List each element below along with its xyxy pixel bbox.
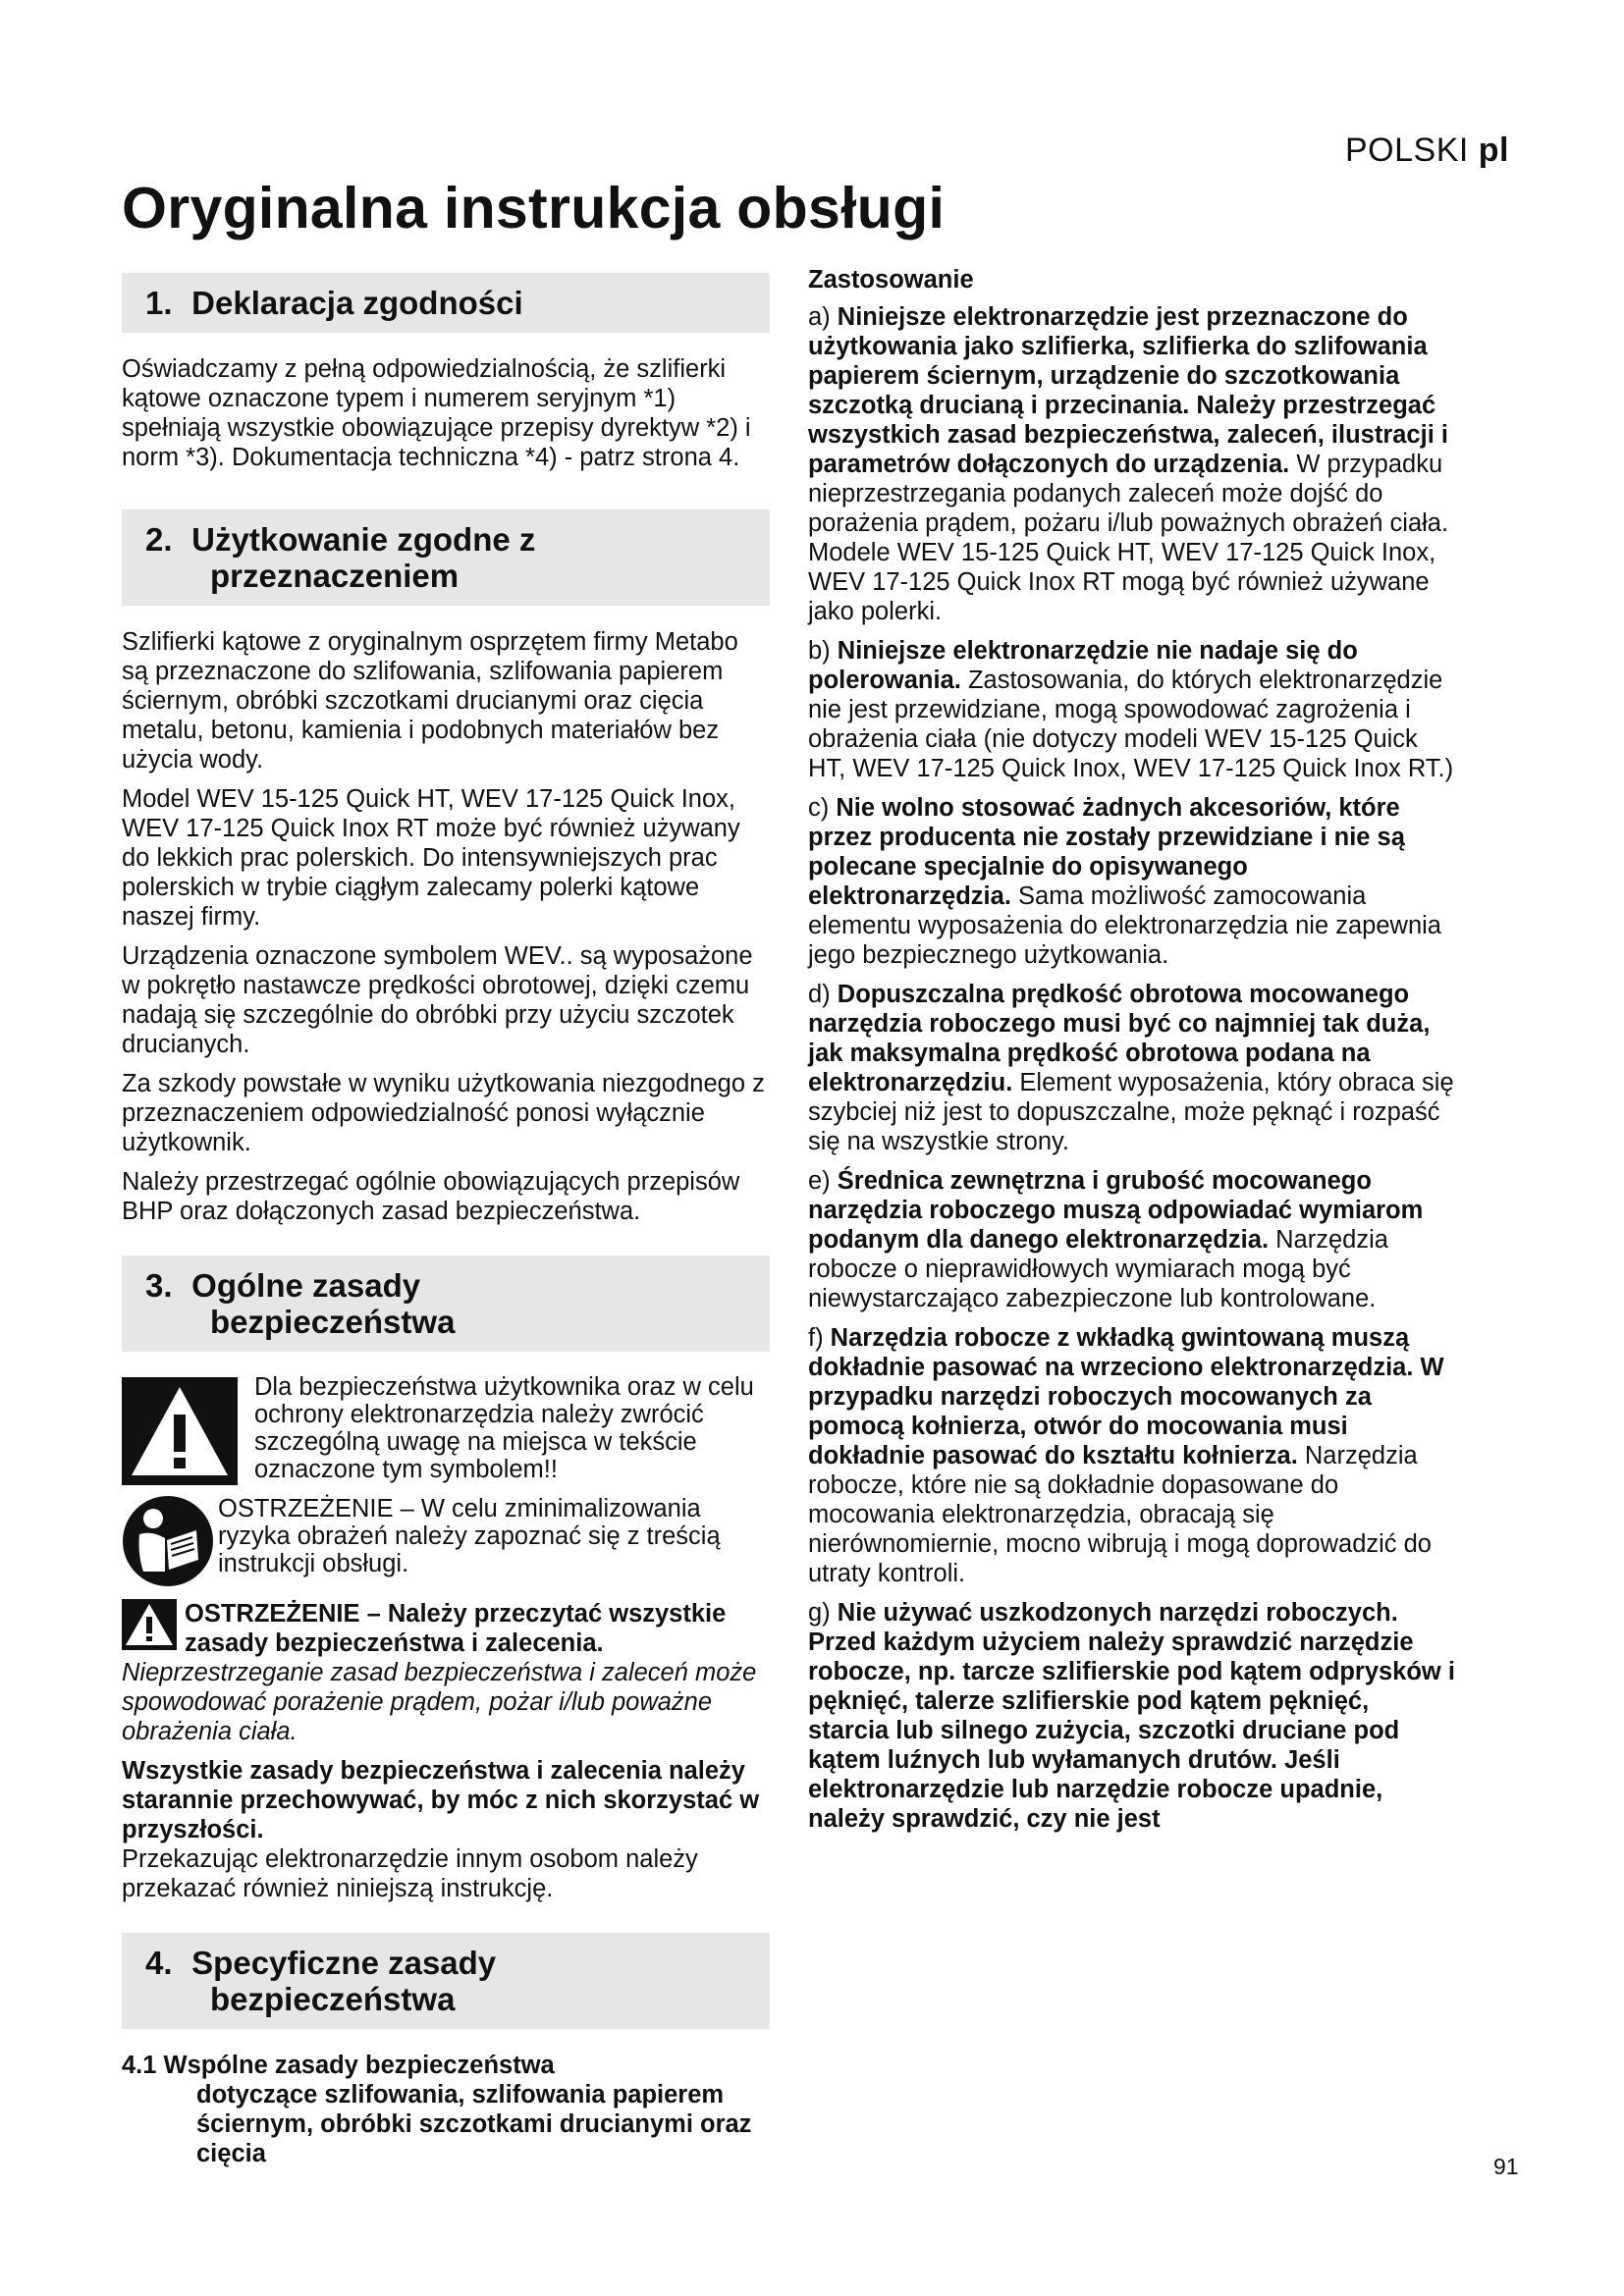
rule-item-f: f) Narzędzia robocze z wkładką gwintowaną muszą dokładnie pasować na wrzeciono elektronarzędzia. W przypadku narzędzi roboczych mocowanych za pomocą kołnierza, otwór do mocowania musi dokładnie pasować do kształtu kołnierza. Narzędzia robocze, które nie są dokładnie dopasowane do mocowania elektronarzędzia, obracają się nierównomiernie, mocno wibrują i mogą doprowadzić do utraty kontroli. (808, 1324, 1444, 1587)
section-2-heading: 2. Użytkowanie zgodne z przeznaczeniem (122, 509, 770, 606)
rule-item-a: a) Niniejsze elektronarzędzie jest przeznaczone do użytkowania jako szlifierka, szlifierka do szlifowania papierem ściernym, urządzenie do szczotkowania szczotką drucianą i przecinania. Należy przestrzegać wszystkich zasad bezpieczeństwa, zaleceń, ilustracji i parametrów dołączonych do urządzenia. W przypadku nieprzestrzegania podanych zaleceń może dojść do porażenia prądem, pożaru i/lub poważnych obrażeń ciała. Modele WEV 15-125 Quick HT, WEV 17-125 Quick Inox, WEV 17-125 Quick Inox RT mogą być również używane jako polerki. (808, 303, 1449, 625)
section-1-text: Oświadczamy z pełną odpowiedzialnością, że szlifierki kątowe oznaczone typem i numerem seryjnym *1) spełniają wszystkie obowiązujące przepisy dyrektyw *2) i norm *3). Dokumentacja techniczna *4) - patrz strona 4. (122, 355, 751, 471)
rule-item-e: e) Średnica zewnętrzna i grubość mocowanego narzędzia roboczego muszą odpowiadać wymiarom podanym dla danego elektronarzędzia. Narzędzia robocze o nieprawidłowych wymiarach mogą być niewystarczająco zabezpieczone lub kontrolowane. (808, 1167, 1424, 1312)
section-3-heading: 3. Ogólne zasady bezpieczeństwa (122, 1255, 770, 1352)
warning-symbol-note (122, 1373, 770, 1483)
page-title: Oryginalna instrukcja obsługi (122, 176, 946, 240)
warning-triangle-small-icon (122, 1599, 177, 1650)
rule-item-b: b) Niniejsze elektronarzędzie nie nadaje się do polerowania. Zastosowania, do których elektronarzędzie nie jest przewidziane, mogą spowodować zagrożenia i obrażenia ciała (nie dotyczy modeli WEV 15-125 Quick HT, WEV 17-125 Quick Inox, WEV 17-125 Quick Inox RT.) (808, 637, 1454, 782)
warning-read-all: OSTRZEŻENIE – Należy przeczytać wszystkie zasady bezpieczeństwa i zalecenia. Nieprzestrzeganie zasad bezpieczeństwa i zaleceń może spowodować porażenie prądem, pożar i/lub poważne obrażenia ciała. (122, 1600, 757, 1745)
warning-triangle-icon (122, 1377, 238, 1485)
keep-instructions-bold: Wszystkie zasady bezpieczeństwa i zalecenia należy starannie przechowywać, by móc z nich skorzystać w przyszłości. (122, 1757, 760, 1843)
section-2-paragraph: Należy przestrzegać ogólnie obowiązujących przepisów BHP oraz dołączonych zasad bezpieczeństwa. (122, 1168, 740, 1225)
read-manual-text: OSTRZEŻENIE – W celu zminimalizowania ryzyka obrażeń należy zapoznać się z treścią instrukcji obsługi. (218, 1495, 721, 1577)
section-2-paragraph: Za szkody powstałe w wyniku użytkowania niezgodnego z przeznaczeniem odpowiedzialność ponosi wyłącznie użytkownik. (122, 1070, 765, 1156)
section-2-paragraph: Model WEV 15-125 Quick HT, WEV 17-125 Quick Inox, WEV 17-125 Quick Inox RT może być również używany do lekkich prac polerskich. Do intensywniejszych prac polerskich w trybie ciągłym zalecamy polerki kątowe naszej firmy. (122, 785, 740, 931)
subsection-4-1-heading: 4.1 Wspólne zasady bezpieczeństwa dotyczące szlifowania, szlifowania papierem ściernym, obróbki szczotkami drucianymi oraz cięcia (122, 2052, 752, 2167)
right-column (808, 265, 1456, 1843)
section-2-paragraph: Szlifierki kątowe z oryginalnym osprzętem firmy Metabo są przeznaczone do szlifowania, szlifowania papierem ściernym, obróbki szczotkami drucianymi oraz cięcia metalu, betonu, kamienia i podobnych materiałów bez użycia wody. (122, 628, 738, 774)
rule-item-g: g) Nie używać uszkodzonych narzędzi roboczych. Przed każdym użyciem należy sprawdzić narzędzie robocze, np. tarcze szlifierskie pod kątem odprysków i pęknięć, talerze szlifierskie pod kątem pęknięć, starcia lub silnego zużycia, szczotki druciane pod kątem luźnych lub wyłamanych drutów. Jeśli elektronarzędzie lub narzędzie robocze upadnie, należy sprawdzić, czy nie jest (808, 1599, 1455, 1833)
warning-symbol-text: Dla bezpieczeństwa użytkownika oraz w celu ochrony elektronarzędzia należy zwrócić szczególną uwagę na miejsca w tekście oznaczone tym symbolem!! (254, 1373, 754, 1483)
rule-item-d: d) Dopuszczalna prędkość obrotowa mocowanego narzędzia roboczego musi być co najmniej tak duża, jak maksymalna prędkość obrotowa podana na elektronarzędziu. Element wyposażenia, który obraca się szybciej niż jest to dopuszczalne, może pęknąć i rozpaść się na wszystkie strony. (808, 981, 1454, 1155)
section-1-heading: 1. Deklaracja zgodności (122, 273, 770, 333)
section-2-paragraph: Urządzenia oznaczone symbolem WEV.. są wyposażone w pokrętło nastawcze prędkości obrotowej, dzięki czemu nadają się szczególnie do obróbki przy użyciu szczotek drucianych. (122, 942, 753, 1058)
keep-instructions-text: Przekazując elektronarzędzie innym osobom należy przekazać również niniejszą instrukcję. (122, 1845, 698, 1902)
read-manual-icon (122, 1495, 214, 1587)
rule-item-c: c) Nie wolno stosować żadnych akcesoriów, które przez producenta nie zostały przewidziane i nie są polecane specjalnie do opisywanego elektronarzędzia. Sama możliwość zamocowania elementu wyposażenia do elektronarzędzia nie zapewnia jego bezpiecznego użytkowania. (808, 794, 1441, 969)
page-number: 91 (1493, 2154, 1519, 2179)
read-manual-note (122, 1495, 770, 1587)
language-label: POLSKI pl (1344, 132, 1509, 169)
left-column (122, 265, 770, 2178)
usage-heading: Zastosowanie (808, 266, 974, 294)
section-4-heading: 4. Specyficzne zasady bezpieczeństwa (122, 1933, 770, 2029)
